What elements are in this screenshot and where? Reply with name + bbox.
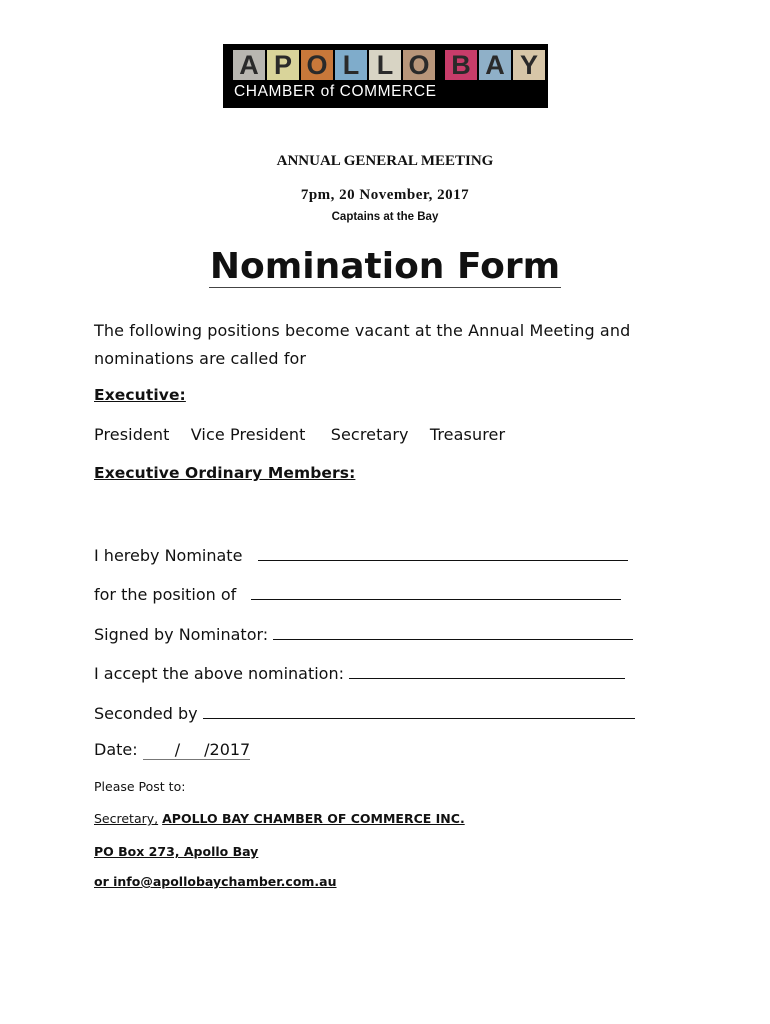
logo-letter-tiles	[233, 50, 545, 84]
executive-positions	[94, 425, 521, 444]
nominator-row	[94, 622, 633, 644]
position-blank[interactable]	[251, 582, 621, 600]
post-email[interactable]: or info@apollobaychamber.com.au	[94, 874, 337, 889]
position-president: President	[94, 425, 170, 444]
executive-heading: Executive:	[94, 386, 186, 404]
ordinary-members-heading: Executive Ordinary Members:	[94, 464, 356, 482]
logo-tile: L	[369, 50, 401, 80]
post-address: PO Box 273, Apollo Bay	[94, 844, 259, 859]
post-label: Please Post to:	[94, 779, 186, 794]
position-vice-president: Vice President	[190, 425, 306, 444]
logo-tile: A	[233, 50, 265, 80]
date-blank[interactable]	[143, 740, 251, 760]
intro-paragraph: The following positions become vacant at the Annual Meeting and nominations are called for	[94, 321, 631, 368]
page-title: Nomination Form	[209, 246, 561, 287]
date-label: Date:	[94, 740, 138, 759]
meeting-venue: Captains at the Bay	[331, 211, 439, 223]
date-row	[94, 740, 250, 760]
post-secretary	[94, 811, 465, 826]
seconder-blank[interactable]	[203, 701, 635, 719]
secretary-org: APOLLO BAY CHAMBER OF COMMERCE INC.	[162, 811, 465, 826]
position-treasurer: Treasurer	[429, 425, 506, 444]
chamber-logo	[223, 44, 548, 108]
date-separator: /	[174, 740, 181, 759]
logo-tile-gap	[437, 50, 443, 80]
logo-tile: B	[445, 50, 477, 80]
secretary-prefix: Secretary,	[94, 811, 159, 826]
logo-tile: O	[403, 50, 435, 80]
logo-subtitle: CHAMBER of COMMERCE	[234, 83, 437, 100]
nominator-label: Signed by Nominator:	[94, 625, 269, 644]
seconded-label: Seconded by	[94, 704, 198, 723]
position-label: for the position of	[94, 585, 237, 604]
logo-tile: P	[267, 50, 299, 80]
meeting-heading: ANNUAL GENERAL MEETING	[276, 153, 494, 169]
position-secretary: Secretary	[330, 425, 409, 444]
logo-tile: O	[301, 50, 333, 80]
meeting-datetime: 7pm, 20 November, 2017	[300, 187, 470, 203]
accept-signature-blank[interactable]	[349, 661, 625, 679]
accept-label: I accept the above nomination:	[94, 664, 344, 683]
position-row	[94, 582, 621, 604]
nominee-blank[interactable]	[258, 543, 628, 561]
logo-tile: L	[335, 50, 367, 80]
date-year: /2017	[204, 740, 251, 759]
nominee-row	[94, 543, 628, 565]
nominator-signature-blank[interactable]	[273, 622, 633, 640]
logo-tile: A	[479, 50, 511, 80]
nominate-label: I hereby Nominate	[94, 546, 243, 565]
page-title-wrap	[0, 246, 770, 287]
seconded-row	[94, 701, 635, 723]
accept-row	[94, 661, 625, 683]
logo-tile: Y	[513, 50, 545, 80]
